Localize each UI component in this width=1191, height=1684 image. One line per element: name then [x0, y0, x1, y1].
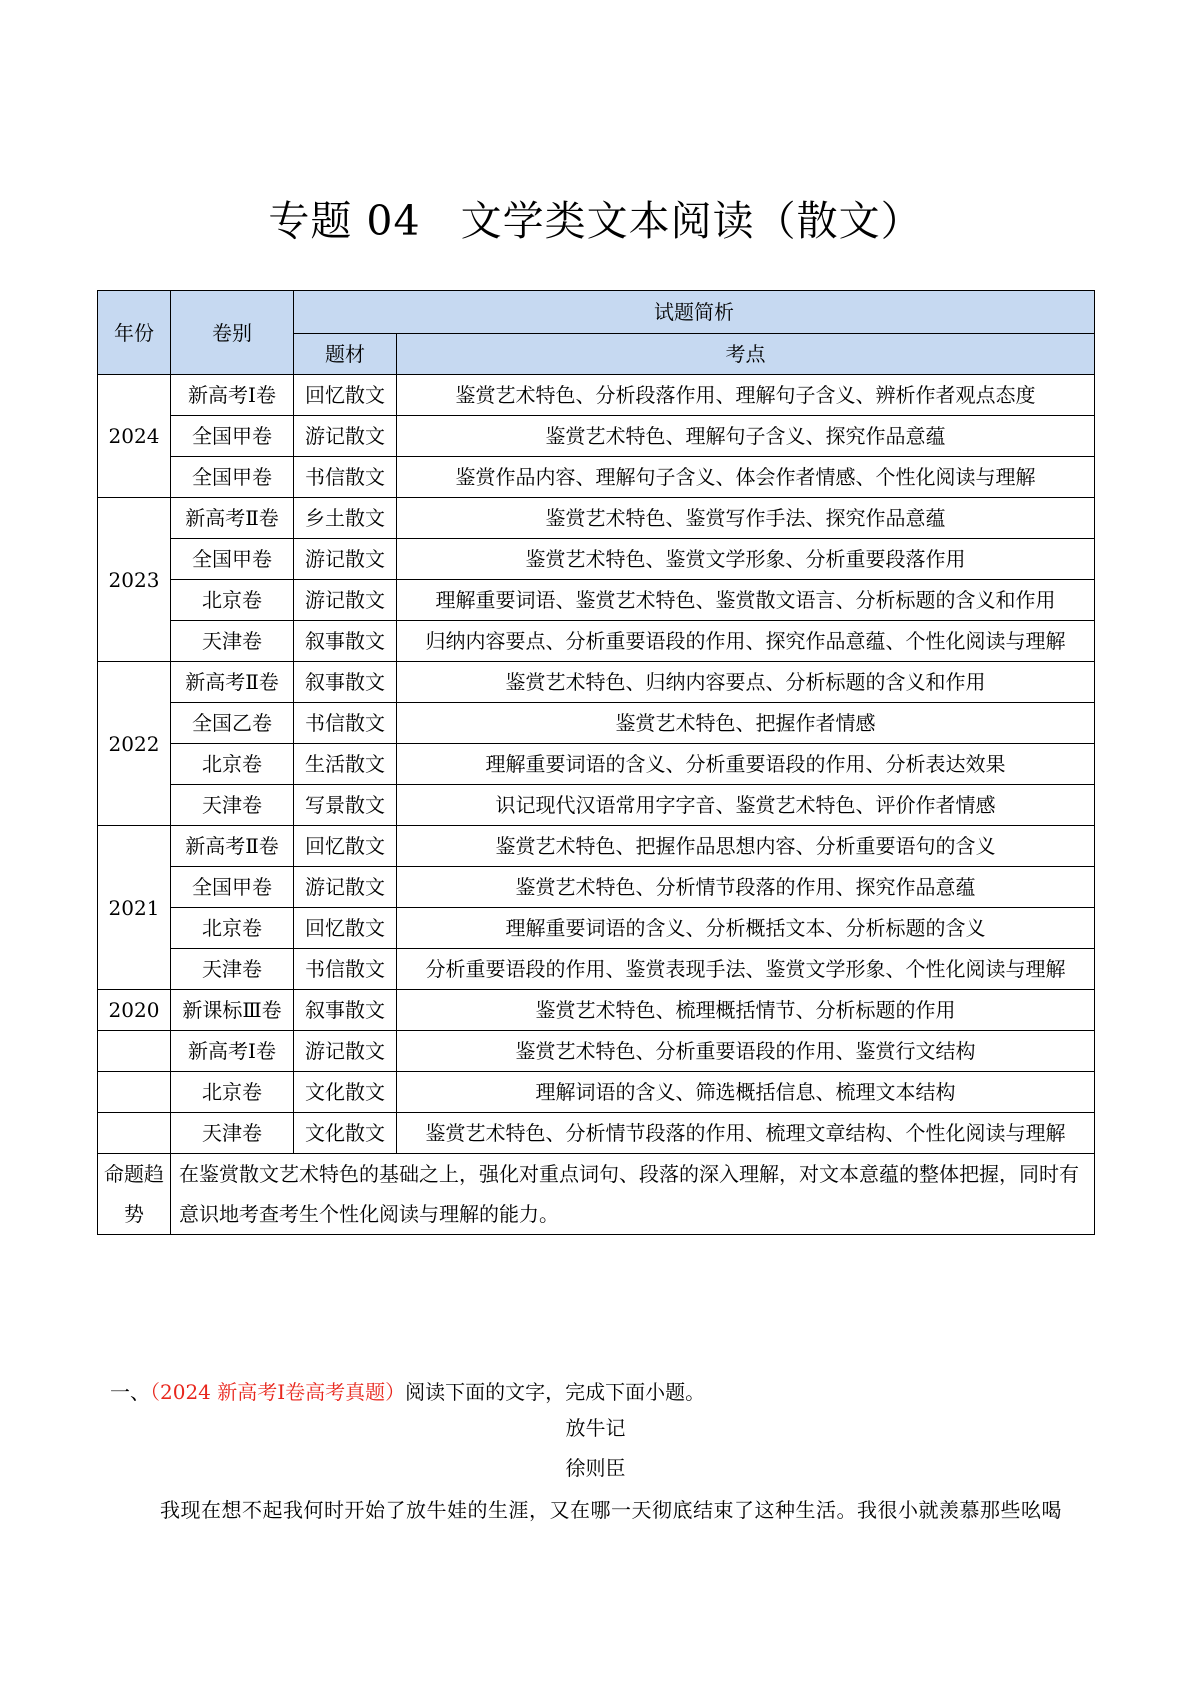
topic-cell: 游记散文 [294, 867, 397, 908]
paper-cell: 天津卷 [171, 621, 294, 662]
table-row [98, 949, 1095, 990]
table-row [98, 1113, 1095, 1154]
table-row [98, 375, 1095, 416]
points-cell: 鉴赏艺术特色、鉴赏文学形象、分析重要段落作用 [397, 539, 1095, 580]
paper-cell: 天津卷 [171, 1113, 294, 1154]
paper-cell: 天津卷 [171, 785, 294, 826]
topic-cell: 书信散文 [294, 457, 397, 498]
paper-cell: 新高考Ⅱ卷 [171, 662, 294, 703]
header-topic: 题材 [294, 334, 397, 375]
question-heading [110, 1376, 705, 1405]
table-row [98, 1072, 1095, 1113]
points-cell: 鉴赏艺术特色、分析情节段落的作用、探究作品意蕴 [397, 867, 1095, 908]
topic-cell: 游记散文 [294, 416, 397, 457]
topic-cell: 叙事散文 [294, 990, 397, 1031]
article-author: 徐则臣 [565, 1456, 626, 1480]
year-cell: 2023 [98, 498, 171, 662]
title-part2: 文学类文本阅读（散文） [460, 197, 923, 245]
header-points: 考点 [397, 334, 1095, 375]
table-row [98, 1031, 1095, 1072]
header-year: 年份 [98, 291, 171, 375]
header-paper: 卷别 [171, 291, 294, 375]
paper-cell: 北京卷 [171, 744, 294, 785]
table-row [98, 580, 1095, 621]
points-cell: 理解重要词语、鉴赏艺术特色、鉴赏散文语言、分析标题的含义和作用 [397, 580, 1095, 621]
points-cell: 鉴赏艺术特色、理解句子含义、探究作品意蕴 [397, 416, 1095, 457]
table-row [98, 703, 1095, 744]
trend-text: 在鉴赏散文艺术特色的基础之上，强化对重点词句、段落的深入理解，对文本意蕴的整体把握，同时有意识地考查考生个性化阅读与理解的能力。 [171, 1154, 1095, 1235]
table-row [98, 908, 1095, 949]
paper-cell: 北京卷 [171, 580, 294, 621]
table-row [98, 539, 1095, 580]
topic-cell: 游记散文 [294, 1031, 397, 1072]
points-cell: 归纳内容要点、分析重要语段的作用、探究作品意蕴、个性化阅读与理解 [397, 621, 1095, 662]
paper-cell: 全国乙卷 [171, 703, 294, 744]
page-title [0, 188, 1191, 247]
year-cell [98, 1113, 171, 1154]
topic-cell: 写景散文 [294, 785, 397, 826]
table-row [98, 744, 1095, 785]
table-row [98, 867, 1095, 908]
year-cell: 2024 [98, 375, 171, 498]
article-paragraph: 我现在想不起我何时开始了放牛娃的生涯，又在哪一天彻底结束了这种生活。我很小就羡慕那些吆喝 [160, 1498, 1062, 1522]
points-cell: 鉴赏艺术特色、归纳内容要点、分析标题的含义和作用 [397, 662, 1095, 703]
topic-cell: 生活散文 [294, 744, 397, 785]
points-cell: 分析重要语段的作用、鉴赏表现手法、鉴赏文学形象、个性化阅读与理解 [397, 949, 1095, 990]
paper-cell: 天津卷 [171, 949, 294, 990]
table-row [98, 621, 1095, 662]
exam-analysis-table [97, 290, 1095, 1235]
paper-cell: 北京卷 [171, 1072, 294, 1113]
topic-cell: 回忆散文 [294, 375, 397, 416]
table-row [98, 416, 1095, 457]
points-cell: 理解重要词语的含义、分析重要语段的作用、分析表达效果 [397, 744, 1095, 785]
paper-cell: 新高考Ⅱ卷 [171, 498, 294, 539]
paper-cell: 新高考Ⅰ卷 [171, 375, 294, 416]
question-source: （2024 新高考Ⅰ卷高考真题） [150, 1380, 406, 1404]
paper-cell: 北京卷 [171, 908, 294, 949]
year-cell: 2020 [98, 990, 171, 1031]
topic-cell: 叙事散文 [294, 621, 397, 662]
points-cell: 鉴赏艺术特色、鉴赏写作手法、探究作品意蕴 [397, 498, 1095, 539]
paper-cell: 全国甲卷 [171, 416, 294, 457]
topic-cell: 乡土散文 [294, 498, 397, 539]
table-row [98, 662, 1095, 703]
topic-cell: 游记散文 [294, 580, 397, 621]
points-cell: 理解词语的含义、筛选概括信息、梳理文本结构 [397, 1072, 1095, 1113]
points-cell: 理解重要词语的含义、分析概括文本、分析标题的含义 [397, 908, 1095, 949]
topic-cell: 文化散文 [294, 1072, 397, 1113]
table-body [98, 291, 1095, 1235]
topic-cell: 叙事散文 [294, 662, 397, 703]
year-cell [98, 1072, 171, 1113]
topic-cell: 文化散文 [294, 1113, 397, 1154]
points-cell: 鉴赏艺术特色、梳理概括情节、分析标题的作用 [397, 990, 1095, 1031]
topic-cell: 书信散文 [294, 949, 397, 990]
points-cell: 鉴赏艺术特色、分析段落作用、理解句子含义、辨析作者观点态度 [397, 375, 1095, 416]
table-row [98, 826, 1095, 867]
year-cell: 2022 [98, 662, 171, 826]
points-cell: 鉴赏艺术特色、把握作者情感 [397, 703, 1095, 744]
paper-cell: 新课标Ⅲ卷 [171, 990, 294, 1031]
paper-cell: 全国甲卷 [171, 539, 294, 580]
table-row [98, 457, 1095, 498]
article-title: 放牛记 [565, 1416, 626, 1440]
question-prefix: 一、 [110, 1380, 150, 1404]
topic-cell: 书信散文 [294, 703, 397, 744]
points-cell: 鉴赏作品内容、理解句子含义、体会作者情感、个性化阅读与理解 [397, 457, 1095, 498]
title-part1: 专题 04 [268, 197, 421, 245]
table-row [98, 498, 1095, 539]
topic-cell: 回忆散文 [294, 908, 397, 949]
year-cell [98, 1031, 171, 1072]
paper-cell: 全国甲卷 [171, 457, 294, 498]
header-analysis: 试题简析 [294, 291, 1095, 334]
topic-cell: 游记散文 [294, 539, 397, 580]
trend-row [98, 1154, 1095, 1235]
paper-cell: 新高考Ⅱ卷 [171, 826, 294, 867]
table-row [98, 785, 1095, 826]
points-cell: 鉴赏艺术特色、把握作品思想内容、分析重要语句的含义 [397, 826, 1095, 867]
year-cell: 2021 [98, 826, 171, 990]
question-instruction: 阅读下面的文字，完成下面小题。 [405, 1380, 706, 1404]
points-cell: 鉴赏艺术特色、分析重要语段的作用、鉴赏行文结构 [397, 1031, 1095, 1072]
table-row [98, 990, 1095, 1031]
trend-label: 命题趋势 [98, 1154, 171, 1235]
paper-cell: 新高考Ⅰ卷 [171, 1031, 294, 1072]
paper-cell: 全国甲卷 [171, 867, 294, 908]
points-cell: 鉴赏艺术特色、分析情节段落的作用、梳理文章结构、个性化阅读与理解 [397, 1113, 1095, 1154]
points-cell: 识记现代汉语常用字字音、鉴赏艺术特色、评价作者情感 [397, 785, 1095, 826]
topic-cell: 回忆散文 [294, 826, 397, 867]
